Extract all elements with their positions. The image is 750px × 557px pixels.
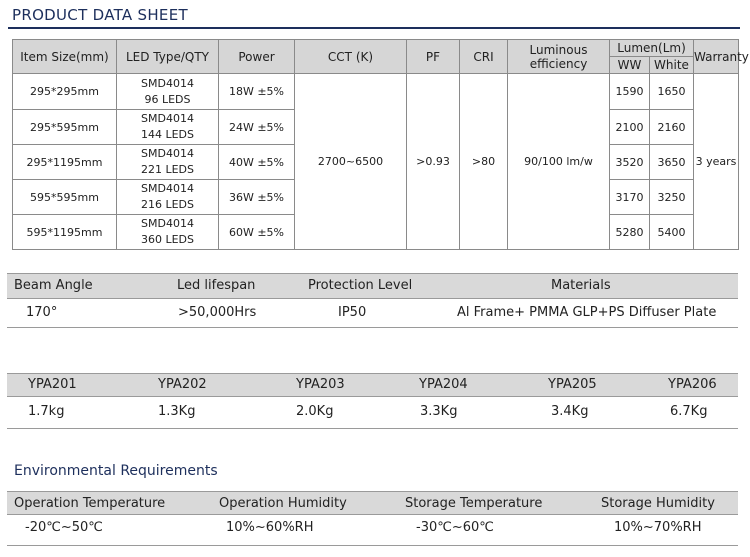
row-size: 295*595mm [13, 110, 117, 145]
model-name: YPA203 [296, 377, 345, 392]
row-power: 24W ±5% [219, 110, 295, 145]
row-white: 1650 [650, 74, 694, 110]
st-humidity-header: Storage Humidity [601, 496, 715, 511]
models-divider [7, 428, 738, 429]
row-size: 295*295mm [13, 74, 117, 110]
model-name: YPA206 [668, 377, 717, 392]
op-temp-value: -20℃~50℃ [25, 520, 103, 535]
led-model: SMD4014 [141, 182, 194, 195]
models-header-band [7, 373, 738, 397]
st-temp-value: -30℃~60℃ [416, 520, 494, 535]
row-white: 2160 [650, 110, 694, 145]
st-humidity-value: 10%~70%RH [614, 520, 702, 535]
model-weight: 3.3Kg [420, 404, 458, 419]
led-qty: 96 LEDS [144, 92, 191, 106]
header-cri: CRI [460, 40, 508, 74]
row-ww: 3520 [610, 145, 650, 180]
warranty-value: 3 years [694, 74, 739, 250]
row-size: 595*595mm [13, 180, 117, 215]
header-led-type: LED Type/QTY [117, 40, 219, 74]
row-ww: 1590 [610, 74, 650, 110]
row-led [117, 145, 219, 180]
row-ww: 5280 [610, 215, 650, 250]
model-name: YPA204 [419, 377, 468, 392]
led-qty: 144 LEDS [140, 128, 195, 141]
title-divider [8, 27, 740, 29]
table-row [13, 74, 739, 110]
cct-value: 2700~6500 [295, 74, 407, 250]
beam-angle-value: 170° [26, 305, 58, 320]
op-humidity-header: Operation Humidity [219, 496, 347, 511]
op-humidity-value: 10%~60%RH [226, 520, 314, 535]
row-white: 3250 [650, 180, 694, 215]
materials-header: Materials [551, 278, 611, 293]
row-power: 18W ±5% [219, 74, 295, 110]
header-efficiency: Luminous efficiency [508, 40, 610, 74]
header-white: White [650, 57, 694, 74]
row-led [117, 215, 219, 250]
row-ww: 3170 [610, 180, 650, 215]
model-name: YPA201 [28, 377, 77, 392]
row-led [117, 74, 219, 110]
row-power: 60W ±5% [219, 215, 295, 250]
led-model: SMD4014 [141, 147, 194, 160]
materials-value: Al Frame+ PMMA GLP+PS Diffuser Plate [457, 305, 717, 320]
model-weight: 1.7kg [28, 404, 65, 419]
environment-title: Environmental Requirements [14, 463, 218, 479]
environment-divider [7, 545, 738, 546]
header-pf: PF [407, 40, 460, 74]
row-white: 5400 [650, 215, 694, 250]
led-qty: 216 LEDS [140, 198, 195, 211]
row-led [117, 110, 219, 145]
led-model: SMD4014 [141, 217, 194, 230]
header-cct: CCT (K) [295, 40, 407, 74]
features-header-band [7, 273, 738, 299]
header-warranty: Warranty [694, 40, 739, 74]
op-temp-header: Operation Temperature [14, 496, 166, 511]
cri-value: >80 [460, 74, 508, 250]
led-qty: 221 LEDS [140, 163, 195, 176]
model-name: YPA205 [548, 377, 597, 392]
header-lumen: Lumen(Lm) [610, 40, 694, 57]
protection-value: IP50 [338, 305, 367, 320]
st-temp-header: Storage Temperature [405, 496, 543, 511]
header-power: Power [219, 40, 295, 74]
header-item-size: Item Size(mm) [13, 40, 117, 74]
pf-value: >0.93 [407, 74, 460, 250]
row-ww: 2100 [610, 110, 650, 145]
row-power: 36W ±5% [219, 180, 295, 215]
model-weight: 3.4Kg [551, 404, 589, 419]
features-divider [7, 327, 738, 328]
model-weight: 2.0Kg [296, 404, 334, 419]
led-model: SMD4014 [141, 76, 194, 90]
led-model: SMD4014 [141, 112, 194, 125]
protection-header: Protection Level [308, 278, 413, 293]
row-power: 40W ±5% [219, 145, 295, 180]
row-size: 295*1195mm [13, 145, 117, 180]
beam-angle-header: Beam Angle [14, 278, 93, 293]
lifespan-header: Led lifespan [177, 278, 256, 293]
row-white: 3650 [650, 145, 694, 180]
lifespan-value: >50,000Hrs [178, 305, 257, 320]
environment-header-band [7, 491, 738, 515]
row-led [117, 180, 219, 215]
led-qty: 360 LEDS [140, 233, 195, 246]
efficiency-value: 90/100 lm/w [508, 74, 610, 250]
model-name: YPA202 [158, 377, 207, 392]
row-size: 595*1195mm [13, 215, 117, 250]
model-weight: 6.7Kg [670, 404, 708, 419]
spec-table [12, 39, 749, 250]
header-ww: WW [610, 57, 650, 74]
model-weight: 1.3Kg [158, 404, 196, 419]
page-title: PRODUCT DATA SHEET [12, 6, 188, 24]
